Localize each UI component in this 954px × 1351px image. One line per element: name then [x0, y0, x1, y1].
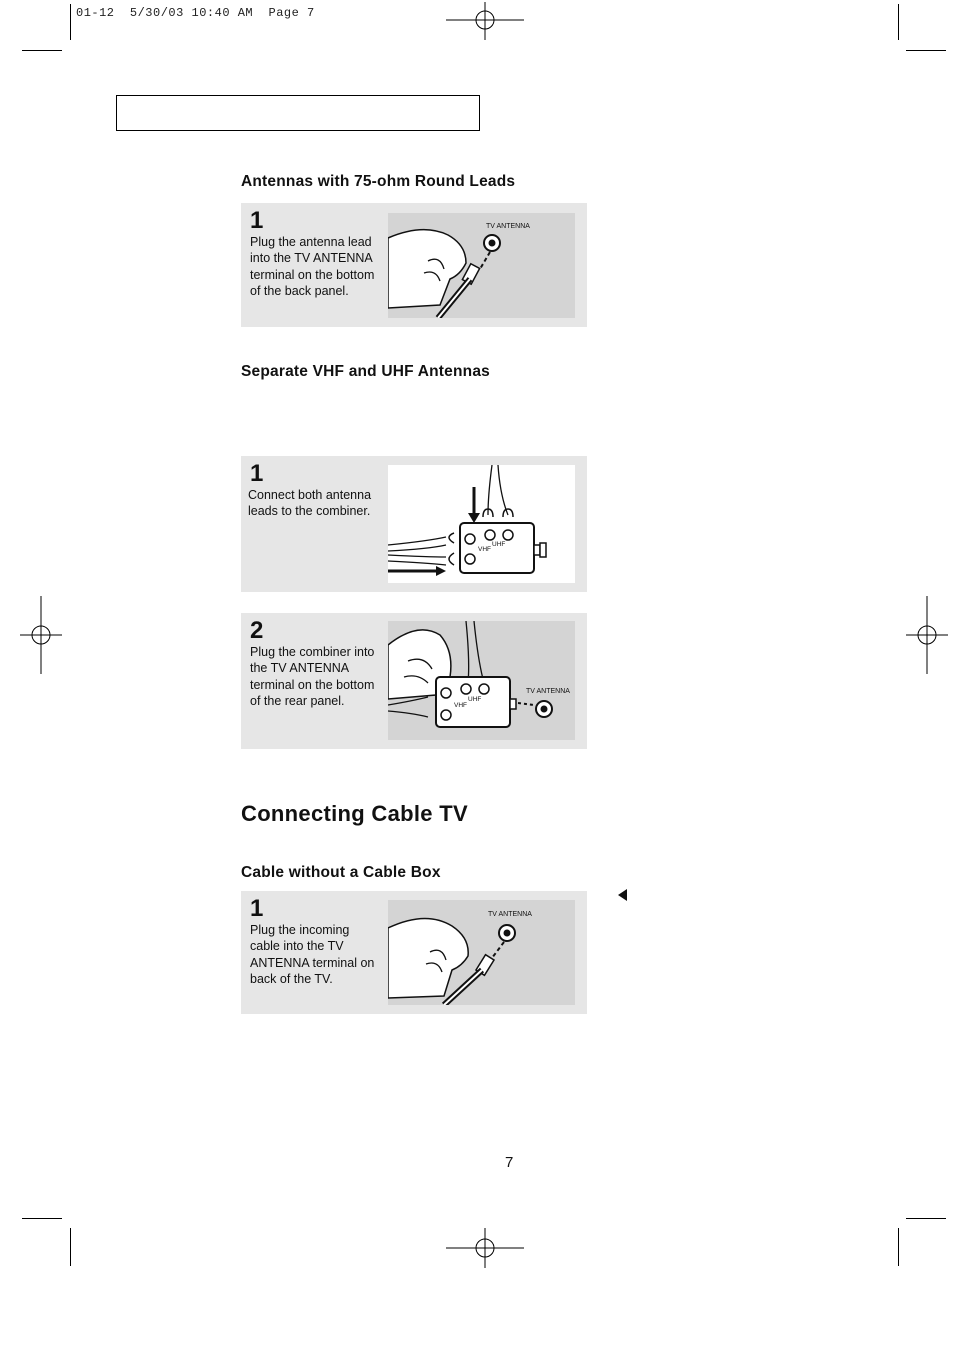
- step-text: Plug the combiner into the TV ANTENNA terminal on the bottom of the rear panel.: [250, 645, 375, 709]
- vhf-label: VHF: [454, 702, 467, 709]
- step-panel-combiner-1: [241, 456, 587, 592]
- vhf-label: VHF: [478, 546, 491, 553]
- step-panel-combiner-2: [241, 613, 587, 749]
- step-number: 1: [250, 460, 264, 487]
- uhf-label: UHF: [468, 696, 482, 703]
- page-title: Connecting Cable TV: [241, 801, 468, 826]
- step-number: 1: [250, 895, 264, 922]
- registration-mark-icon: [906, 596, 948, 674]
- chapter-header-box: [116, 95, 480, 131]
- pointer-triangle-icon: [618, 889, 627, 901]
- step-text: Plug the antenna lead into the TV ANTENNA terminal on the bottom of the back panel.: [250, 235, 375, 299]
- print-slug: 01-12 5/30/03 10:40 AM Page 7: [76, 6, 315, 20]
- figure-label: TV ANTENNA: [488, 911, 532, 918]
- combiner-connect-illustration: [388, 465, 575, 583]
- registration-mark-icon: [20, 596, 62, 674]
- uhf-label: UHF: [492, 541, 506, 548]
- cable-plug-illustration: [388, 900, 575, 1005]
- figure-label: TV ANTENNA: [486, 223, 530, 230]
- figure-label: TV ANTENNA: [526, 688, 570, 695]
- step-number: 1: [250, 207, 264, 234]
- step-panel-round-leads: [241, 203, 587, 327]
- combiner-plug-illustration: [388, 621, 575, 740]
- antenna-plug-illustration: [388, 213, 575, 318]
- registration-mark-icon: [446, 1228, 524, 1268]
- section-heading-vhf-uhf: Separate VHF and UHF Antennas: [241, 363, 490, 380]
- registration-mark-icon: [446, 2, 524, 40]
- section-heading-round-leads: Antennas with 75-ohm Round Leads: [241, 173, 516, 190]
- page-number: 7: [505, 1154, 514, 1171]
- step-text: Connect both antenna leads to the combiner.: [248, 488, 372, 519]
- section-heading-cable: Cable without a Cable Box: [241, 864, 441, 881]
- step-number: 2: [250, 617, 264, 644]
- step-text: Plug the incoming cable into the TV ANTENNA terminal on back of the TV.: [250, 923, 375, 987]
- step-panel-cable: [241, 891, 587, 1014]
